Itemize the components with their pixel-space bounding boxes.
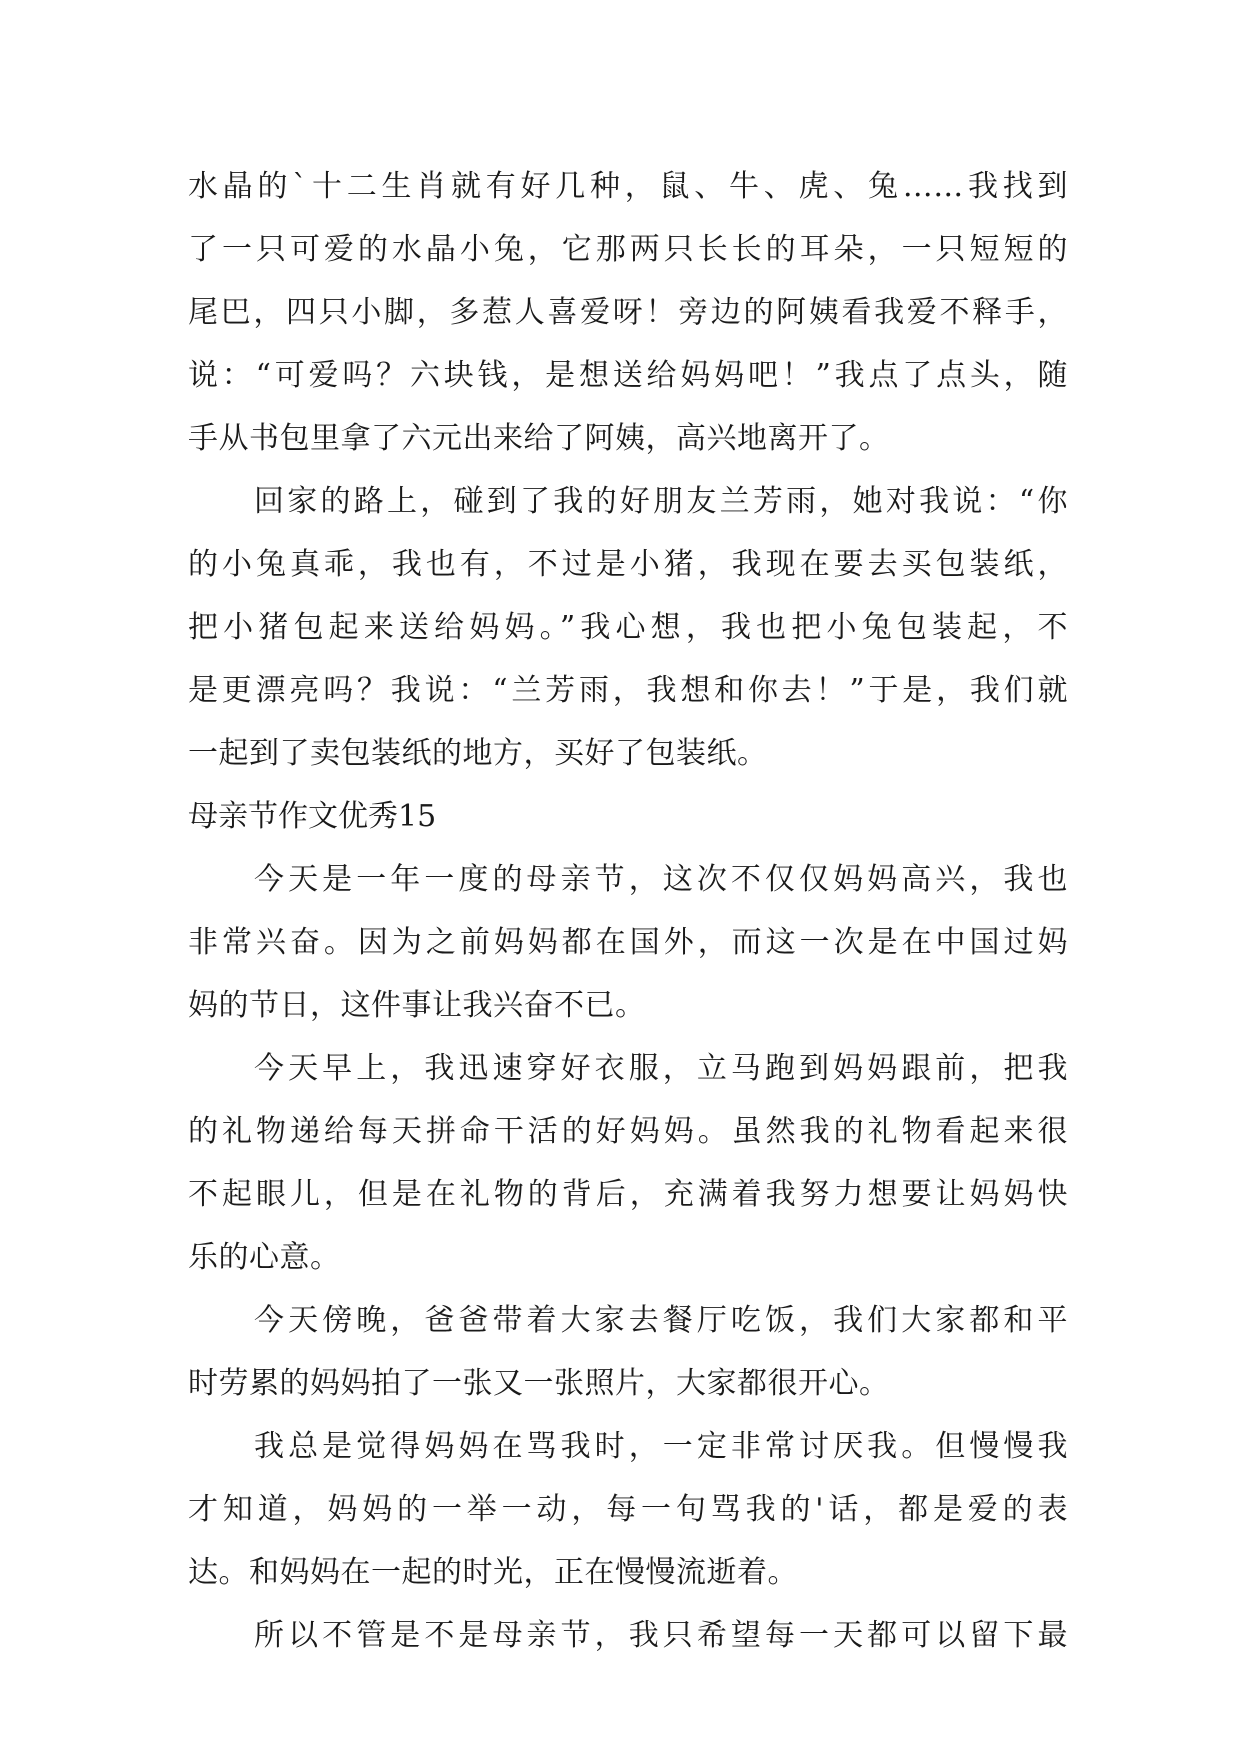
text-line: 水晶的`十二生肖就有好几种，鼠、牛、虎、兔……我找到 bbox=[188, 169, 1068, 204]
paragraph bbox=[188, 1289, 1068, 1415]
text-line: 回家的路上，碰到了我的好朋友兰芳雨，她对我说：“你 bbox=[254, 484, 1068, 519]
text-line: 我总是觉得妈妈在骂我时，一定非常讨厌我。但慢慢我 bbox=[254, 1429, 1068, 1464]
text-line: 的小兔真乖，我也有，不过是小猪，我现在要去买包装纸， bbox=[188, 547, 1068, 582]
text-line: 手从书包里拿了六元出来给了阿姨，高兴地离开了。 bbox=[188, 421, 890, 456]
paragraph bbox=[188, 1604, 1068, 1667]
text-line: 尾巴，四只小脚，多惹人喜爱呀！旁边的阿姨看我爱不释手， bbox=[188, 295, 1068, 330]
text-line: 所以不管是不是母亲节，我只希望每一天都可以留下最 bbox=[254, 1618, 1068, 1653]
text-line: 乐的心意。 bbox=[188, 1240, 341, 1275]
paragraph bbox=[188, 1037, 1068, 1289]
text-line: 了一只可爱的水晶小兔，它那两只长长的耳朵，一只短短的 bbox=[188, 232, 1068, 267]
text-line: 的礼物递给每天拼命干活的好妈妈。虽然我的礼物看起来很 bbox=[188, 1114, 1068, 1149]
paragraph bbox=[188, 155, 1068, 470]
text-line: 今天早上，我迅速穿好衣服，立马跑到妈妈跟前，把我 bbox=[254, 1051, 1068, 1086]
paragraph bbox=[188, 1415, 1068, 1604]
text-line: 今天傍晚，爸爸带着大家去餐厅吃饭，我们大家都和平 bbox=[254, 1303, 1068, 1338]
text-line: 妈的节日，这件事让我兴奋不已。 bbox=[188, 988, 646, 1023]
text-line: 才知道，妈妈的一举一动，每一句骂我的'话，都是爱的表 bbox=[188, 1492, 1068, 1527]
document-body bbox=[188, 155, 1068, 1667]
text-line: 今天是一年一度的母亲节，这次不仅仅妈妈高兴，我也 bbox=[254, 862, 1068, 897]
text-line: 非常兴奋。因为之前妈妈都在国外，而这一次是在中国过妈 bbox=[188, 925, 1068, 960]
paragraph bbox=[188, 470, 1068, 785]
text-line: 达。和妈妈在一起的时光，正在慢慢流逝着。 bbox=[188, 1555, 798, 1590]
text-line: 不起眼儿，但是在礼物的背后，充满着我努力想要让妈妈快 bbox=[188, 1177, 1068, 1212]
text-line: 说：“可爱吗？六块钱，是想送给妈妈吧！”我点了点头，随 bbox=[188, 358, 1068, 393]
section-heading: 母亲节作文优秀15 bbox=[188, 799, 437, 834]
text-line: 一起到了卖包装纸的地方，买好了包装纸。 bbox=[188, 736, 768, 771]
text-line: 是更漂亮吗？我说：“兰芳雨，我想和你去！”于是，我们就 bbox=[188, 673, 1068, 708]
text-line: 把小猪包起来送给妈妈。”我心想，我也把小兔包装起，不 bbox=[188, 610, 1068, 645]
text-line: 时劳累的妈妈拍了一张又一张照片，大家都很开心。 bbox=[188, 1366, 890, 1401]
paragraph bbox=[188, 848, 1068, 1037]
